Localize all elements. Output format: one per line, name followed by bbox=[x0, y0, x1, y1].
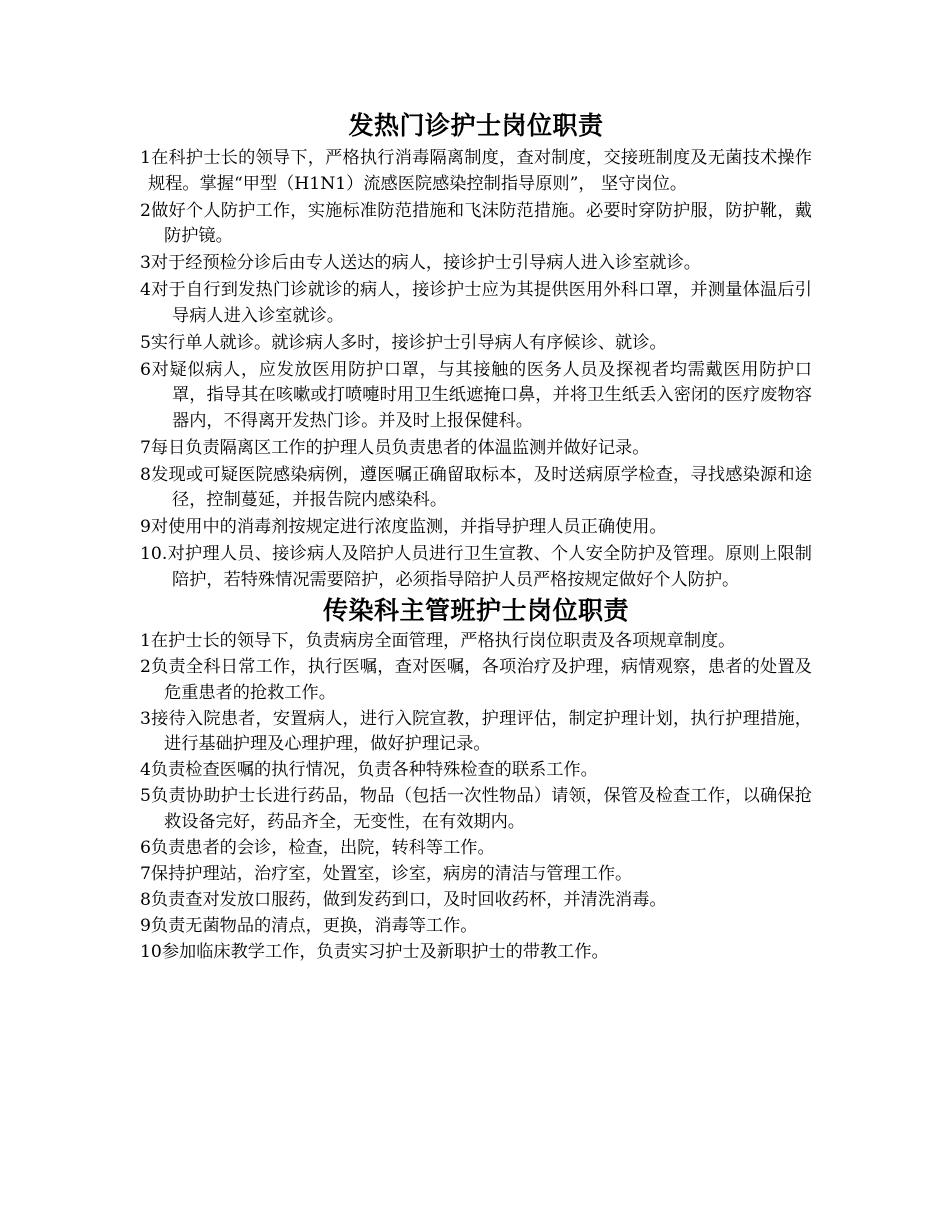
duty-item: 2负责全科日常工作，执行医嘱，查对医嘱，各项治疗及护理，病情观察，患者的处置及危重患者的抢救工作。 bbox=[140, 657, 812, 703]
duty-item: 7保持护理站，治疗室，处置室，诊室，病房的清洁与管理工作。 bbox=[140, 863, 633, 884]
duty-item: 8发现或可疑医院感染病例，遵医嘱正确留取标本，及时送病原学检查，寻找感染源和途径，控制蔓延，并报告院内感染科。 bbox=[140, 464, 812, 510]
section-fever-clinic bbox=[140, 108, 812, 593]
duty-item: 4负责检查医嘱的执行情况，负责各种特殊检查的联系工作。 bbox=[140, 760, 598, 780]
duty-item: 9对使用中的消毒剂按规定进行浓度监测，并指导护理人员正确使用。 bbox=[140, 517, 667, 537]
section-title-infectious-dept: 传染科主管班护士岗位职责 bbox=[322, 596, 629, 625]
duty-item: 8负责查对发放口服药，做到发药到口，及时回收药杯，并清洗消毒。 bbox=[140, 889, 667, 910]
duty-item: 6对疑似病人，应发放医用防护口罩，与其接触的医务人员及探视者均需戴医用防护口罩，指导其在咳嗽或打喷嚏时用卫生纸遮掩口鼻，并将卫生纸丢入密闭的医疗废物容器内，不得离开发热门诊。并及时上报保健科。 bbox=[140, 359, 812, 431]
section-infectious-dept bbox=[140, 593, 812, 965]
duty-item: 5负责协助护士长进行药品，物品（包括一次性物品）请领，保管及检查工作，以确保抢救设备完好，药品齐全，无变性，在有效期内。 bbox=[140, 786, 812, 832]
duty-item: 9负责无菌物品的清点，更换，消毒等工作。 bbox=[140, 915, 478, 936]
duty-item: 5实行单人就诊。就诊病人多时，接诊护士引导病人有序候诊、就诊。 bbox=[140, 332, 667, 353]
duty-item: 1在护士长的领导下，负责病房全面管理，严格执行岗位职责及各项规章制度。 bbox=[140, 631, 736, 651]
duty-item: 3对于经预检分诊后由专人送达的病人，接诊护士引导病人进入诊室就诊。 bbox=[140, 253, 701, 273]
duty-item: 10参加临床教学工作，负责实习护士及新职护士的带教工作。 bbox=[140, 941, 609, 962]
duty-item: 2做好个人防护工作，实施标准防范措施和飞沫防范措施。必要时穿防护服，防护靴，戴防护镜。 bbox=[140, 200, 812, 246]
duty-item: 3接待入院患者，安置病人，进行入院宣教，护理评估，制定护理计划，执行护理措施，进行基础护理及心理护理，做好护理记录。 bbox=[140, 708, 812, 754]
document-content bbox=[140, 108, 812, 965]
duty-item: 1在科护士长的领导下，严格执行消毒隔离制度，查对制度，交接班制度及无菌技术操作规程。掌握“甲型（H1N1）流感医院感染控制指导原则”， 坚守岗位。 bbox=[140, 148, 812, 194]
section-title-fever-clinic: 发热门诊护士岗位职责 bbox=[348, 111, 604, 140]
duty-item: 6负责患者的会诊，检查，出院，转科等工作。 bbox=[140, 837, 495, 858]
duty-item: 4对于自行到发热门诊就诊的病人，接诊护士应为其提供医用外科口罩，并测量体温后引导病人进入诊室就诊。 bbox=[140, 280, 812, 326]
duty-item: 7每日负责隔离区工作的护理人员负责患者的体温监测并做好记录。 bbox=[140, 437, 650, 458]
duty-item: 10.对护理人员、接诊病人及陪护人员进行卫生宣教、个人安全防护及管理。原则上限制陪护，若特殊情况需要陪护，必须指导陪护人员严格按规定做好个人防护。 bbox=[140, 544, 812, 590]
